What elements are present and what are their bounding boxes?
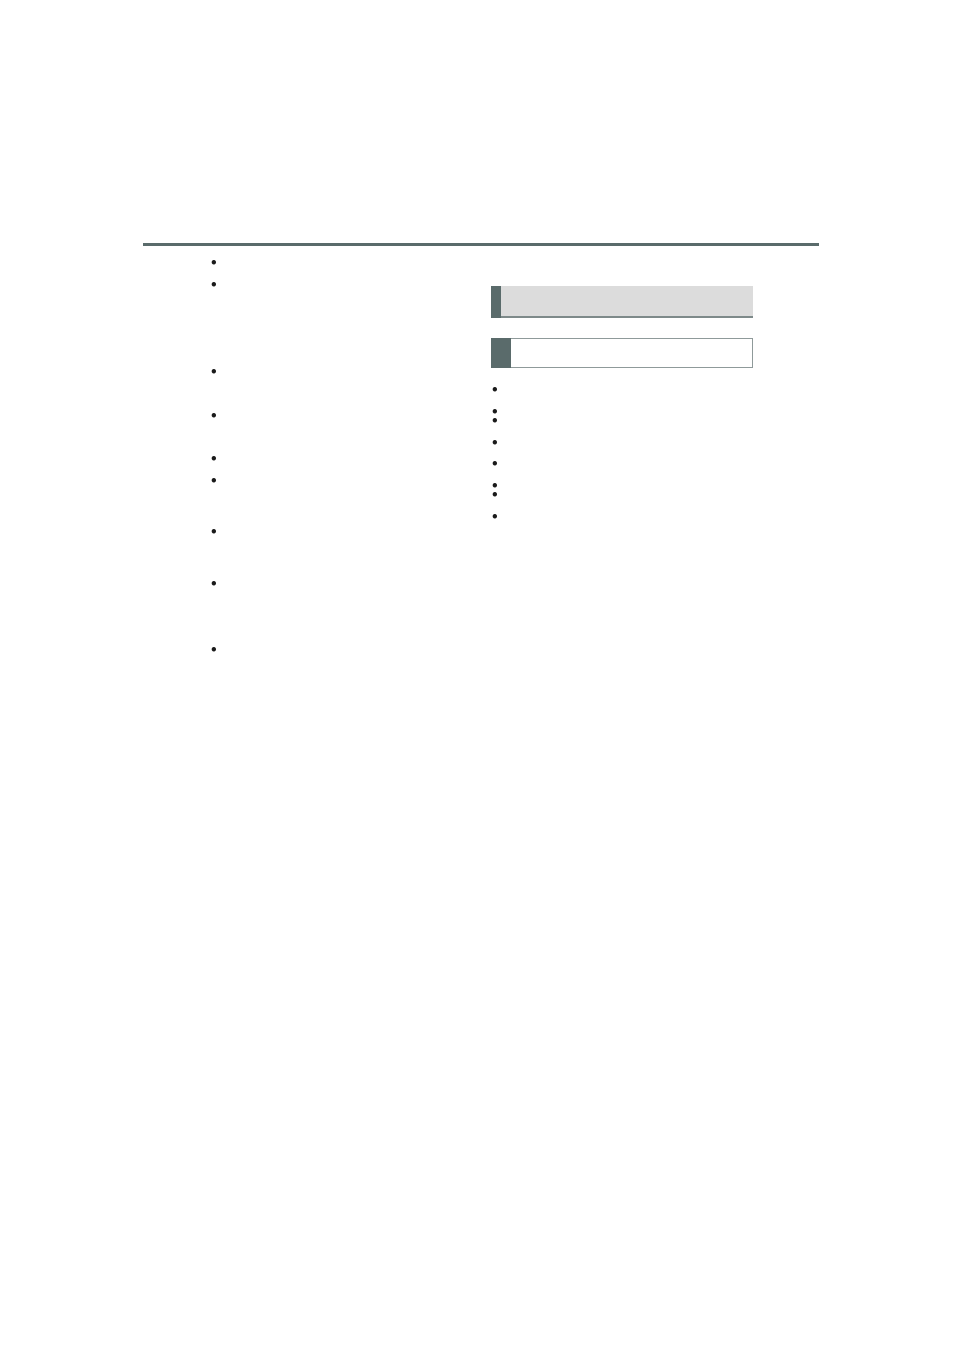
list-item (491, 380, 753, 402)
usb-heading (491, 286, 753, 318)
right-column (491, 253, 753, 507)
list-item (210, 522, 466, 566)
bullet-list (491, 485, 753, 507)
bullet-list (210, 253, 466, 515)
list-item (491, 485, 753, 507)
bullet-list (491, 380, 753, 402)
list-item (210, 449, 466, 471)
list-item (210, 640, 466, 684)
heading-bar (491, 338, 511, 368)
bullet-list (210, 522, 466, 566)
list-item (491, 433, 753, 455)
list-item (210, 362, 466, 406)
list-item (491, 454, 753, 476)
header-rule (143, 243, 819, 246)
list-item (491, 411, 753, 433)
list-item (210, 471, 466, 515)
bullet-list (210, 574, 466, 683)
list-item (210, 253, 466, 275)
list-item (210, 275, 466, 362)
bullet-list (491, 411, 753, 476)
left-column (210, 253, 466, 683)
list-item (210, 574, 466, 639)
general-heading (491, 338, 753, 368)
heading-bar (491, 286, 501, 318)
list-item (210, 406, 466, 450)
